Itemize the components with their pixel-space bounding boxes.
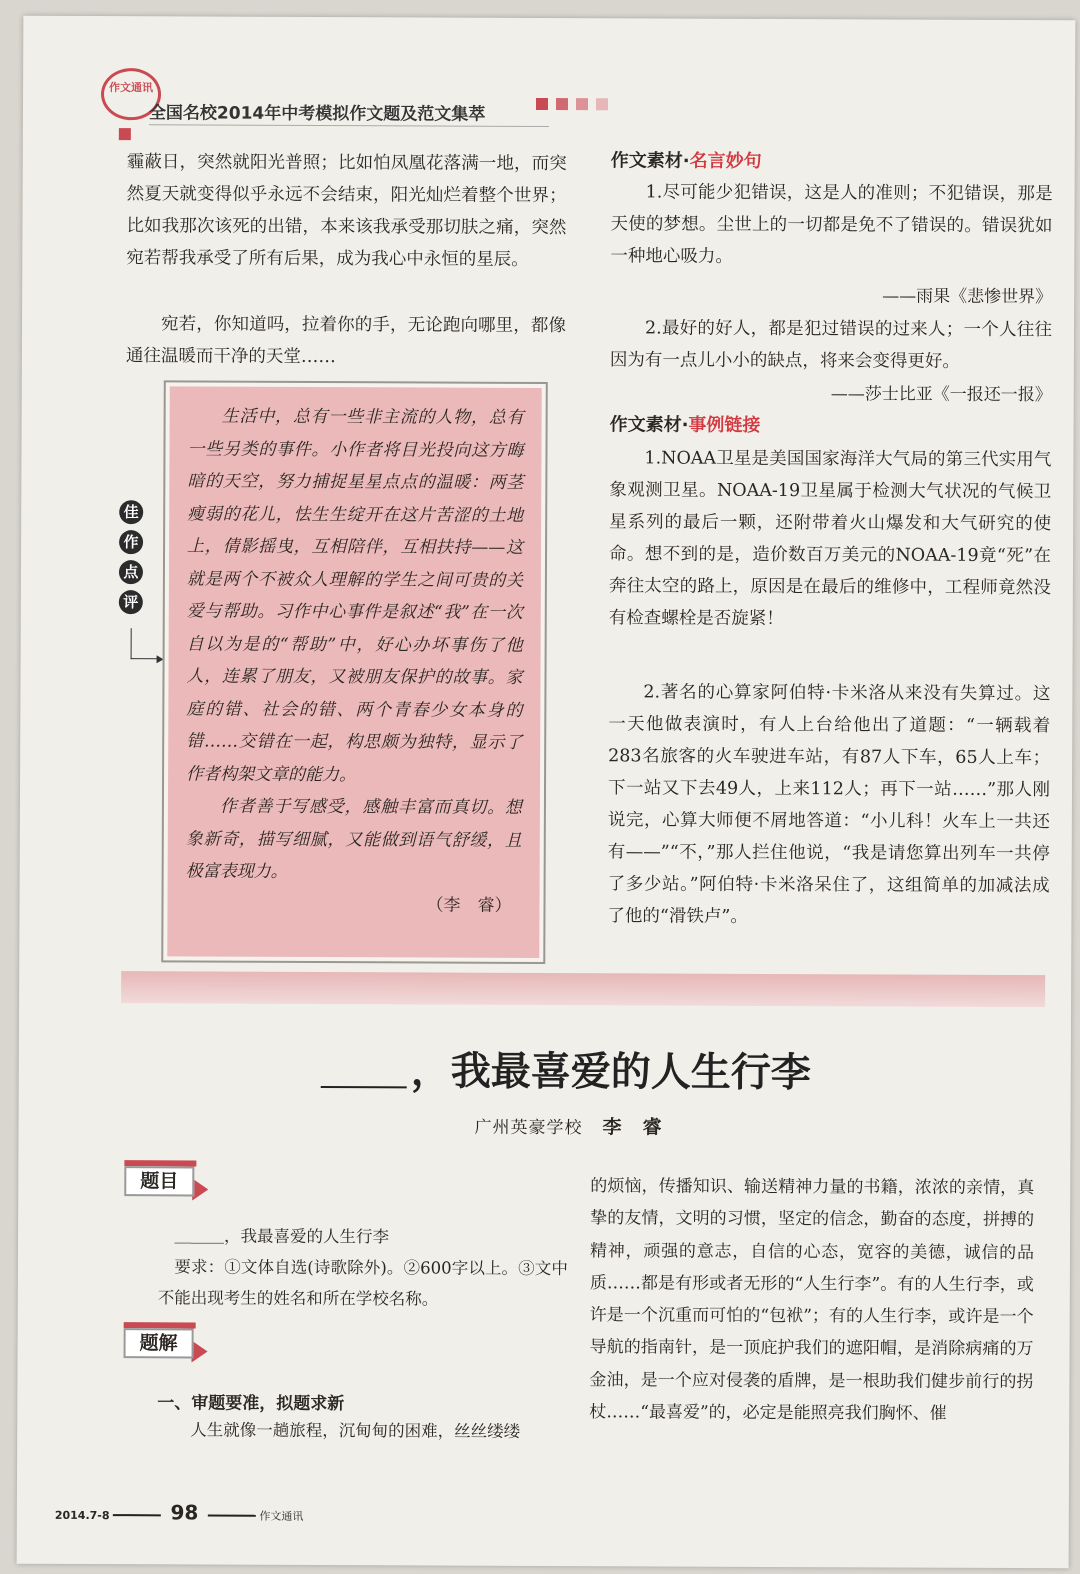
- title-blank: [321, 1086, 407, 1088]
- heading-highlight: 事例链接: [688, 414, 761, 436]
- review-paragraph-1: 生活中，总有一些非主流的人物，总有一些另类的事件。小作者将目光投向这方晦暗的天空，努力捕捉星星点点的温暖：两茎瘦弱的花儿，怯生生绽开在这片苦涩的土地上，倩影摇曳，互相陪伴，互相扶持——这就是两个不被众人理解的学生之间可贵的关爱与帮助。习作中心事件是叙述“我”在一次自以为是的“帮助”中，好心办坏事伤了他人，连累了朋友，又被朋友保护的故事。家庭的错、社会的错、两个青春少女本身的错……交错在一起，构思颇为独特，显示了作者构架文章的能力。: [186, 406, 524, 785]
- example-2: 2.著名的心算家阿伯特·卡米洛从来没有失算过。这一天他做表演时，有人上台给他出了道题：“一辆载着283名旅客的火车驶进车站，有87人下车，65人上车；下一站又下去49人，上来112人；再下一站……”那人刚说完，心算大师便不屑地答道：“小儿科！火车上一共还有——”“不，”那人拦住他说，“我是请您算出列车一共停了多少站。”阿伯特·卡米洛呆住了，这组简单的加减法成了他的“滑铁卢”。: [607, 682, 1051, 927]
- example-1: 1.NOAA卫星是美国国家海洋大气局的第三代实用气象观测卫星。NOAA-19卫星属于检测大气状况的气候卫星系列的最后一颗，还附带着火山爆发和大气研究的使命。想不到的是，造价数百万美元的NOAA-19竟“死”在奔往太空的路上，原因是在最后的维修中，工程师竟然没有检查螺栓是否旋紧！: [608, 448, 1052, 630]
- tag-analysis: [124, 1328, 208, 1362]
- quote-2-attribution: ——莎士比亚《一报还一报》: [830, 384, 1052, 406]
- page-footer: [55, 1500, 304, 1525]
- magazine-page: [17, 16, 1076, 1569]
- footer-rule: [113, 1514, 161, 1516]
- section-divider-band: [121, 971, 1045, 1007]
- logo-square-mark: [119, 128, 131, 140]
- quote-2: 2.最好的好人，都是犯过错误的过来人；一个人往往因为有一点儿小小的缺点，将来会变得更好。: [609, 318, 1053, 372]
- article-body-right: 的烦恼，传播知识、输送精神力量的书籍，浓浓的亲情，真挚的友情，文明的习惯，坚定的信念，勤奋的态度，拼搏的精神，顽强的意志，自信的心态，宽容的美德，诚信的品质……都是有形或者无形的“人生行李”。有的人生行李，或许是一个沉重而可怕的“包袱”；有的人生行李，或许是一个导航的指南针，是一顶庇护我们的遮阳帽，是消除病痛的万金油，是一个应对侵袭的盾牌，是一根助我们健步前行的拐杖……“最喜爱”的，必定是能照亮我们胸怀、催: [589, 1176, 1035, 1424]
- header-mark: [556, 98, 568, 110]
- article-title: [321, 1039, 811, 1098]
- review-label-char: 点: [119, 560, 143, 584]
- review-arrow-icon: [131, 628, 158, 659]
- review-label-char: 佳: [119, 500, 143, 524]
- examples-section-heading: [610, 410, 761, 437]
- page-number: 98: [170, 1500, 199, 1525]
- author-school: 广州英豪学校: [474, 1117, 583, 1139]
- header-mark: [536, 98, 548, 110]
- seal-text: 作文通讯: [109, 81, 154, 95]
- article-title-text: ，我最喜爱的人生行李: [410, 1048, 811, 1097]
- tag-arrow-icon: [192, 1178, 208, 1200]
- left-paragraph-2: 宛若，你知道吗，拉着你的手，无论跑向哪里，都像通往温暖而干净的天堂……: [125, 314, 567, 368]
- review-paragraph-2: 作者善于写感受，感触丰富而真切。想象新奇，描写细腻，又能做到语气舒缓，且极富表现力。: [185, 796, 522, 882]
- review-content: [167, 386, 541, 958]
- running-header-title: 全国名校2014年中考模拟作文题及范文集萃: [148, 103, 486, 125]
- heading-highlight: 名言妙句: [689, 150, 762, 172]
- heading-prefix: 作文素材·: [610, 150, 690, 172]
- prompt-line: ＿＿＿，我最喜爱的人生行李: [174, 1226, 390, 1247]
- review-box: [161, 380, 548, 964]
- tag-topic-label: 题目: [124, 1166, 194, 1196]
- review-signature: （李 睿）: [426, 894, 512, 916]
- quote-1: 1.尽可能少犯错误，这是人的准则；不犯错误，那是天使的梦想。尘世上的一切都是免不了错误的。错误犹如一种地心吸力。: [610, 182, 1053, 267]
- analysis-text: 人生就像一趟旅程，沉甸甸的困难，丝丝缕缕: [190, 1420, 521, 1441]
- header-mark: [596, 98, 608, 110]
- header-mark: [576, 98, 588, 110]
- tag-arrow-icon: [192, 1340, 208, 1362]
- magazine-name: 作文通讯: [259, 1509, 304, 1523]
- footer-rule: [208, 1515, 256, 1517]
- header-square-marks: [536, 98, 608, 110]
- review-label-char: 评: [119, 590, 143, 614]
- left-paragraph-1: 霾蔽日，突然就阳光普照；比如怕凤凰花落满一地，而突然夏天就变得似乎永远不会结束，阳光灿烂着整个世界；比如我那次该死的出错，本来该我承受那切肤之痛，突然宛若帮我承受了所有后果，成为我心中永恒的星辰。: [126, 152, 567, 270]
- header-rule: [149, 124, 549, 127]
- quotes-section-heading: [611, 146, 762, 173]
- tag-analysis-label: 题解: [124, 1328, 194, 1358]
- prompt-requirements: 要求：①文体自选(诗歌除外)。②600字以上。③文中不能出现考生的姓名和所在学校名称。: [157, 1257, 568, 1309]
- analysis-subheading: 一、审题要准，拟题求新: [157, 1393, 345, 1415]
- article-byline: [474, 1112, 662, 1140]
- quote-1-attribution: ——雨果《悲惨世界》: [882, 286, 1053, 308]
- review-label-char: 作: [119, 530, 143, 554]
- author-name: 李 睿: [602, 1116, 663, 1139]
- issue-date: 2014.7-8: [54, 1508, 110, 1523]
- tag-topic: [124, 1166, 208, 1200]
- heading-prefix: 作文素材·: [609, 414, 689, 436]
- review-label: [119, 500, 146, 620]
